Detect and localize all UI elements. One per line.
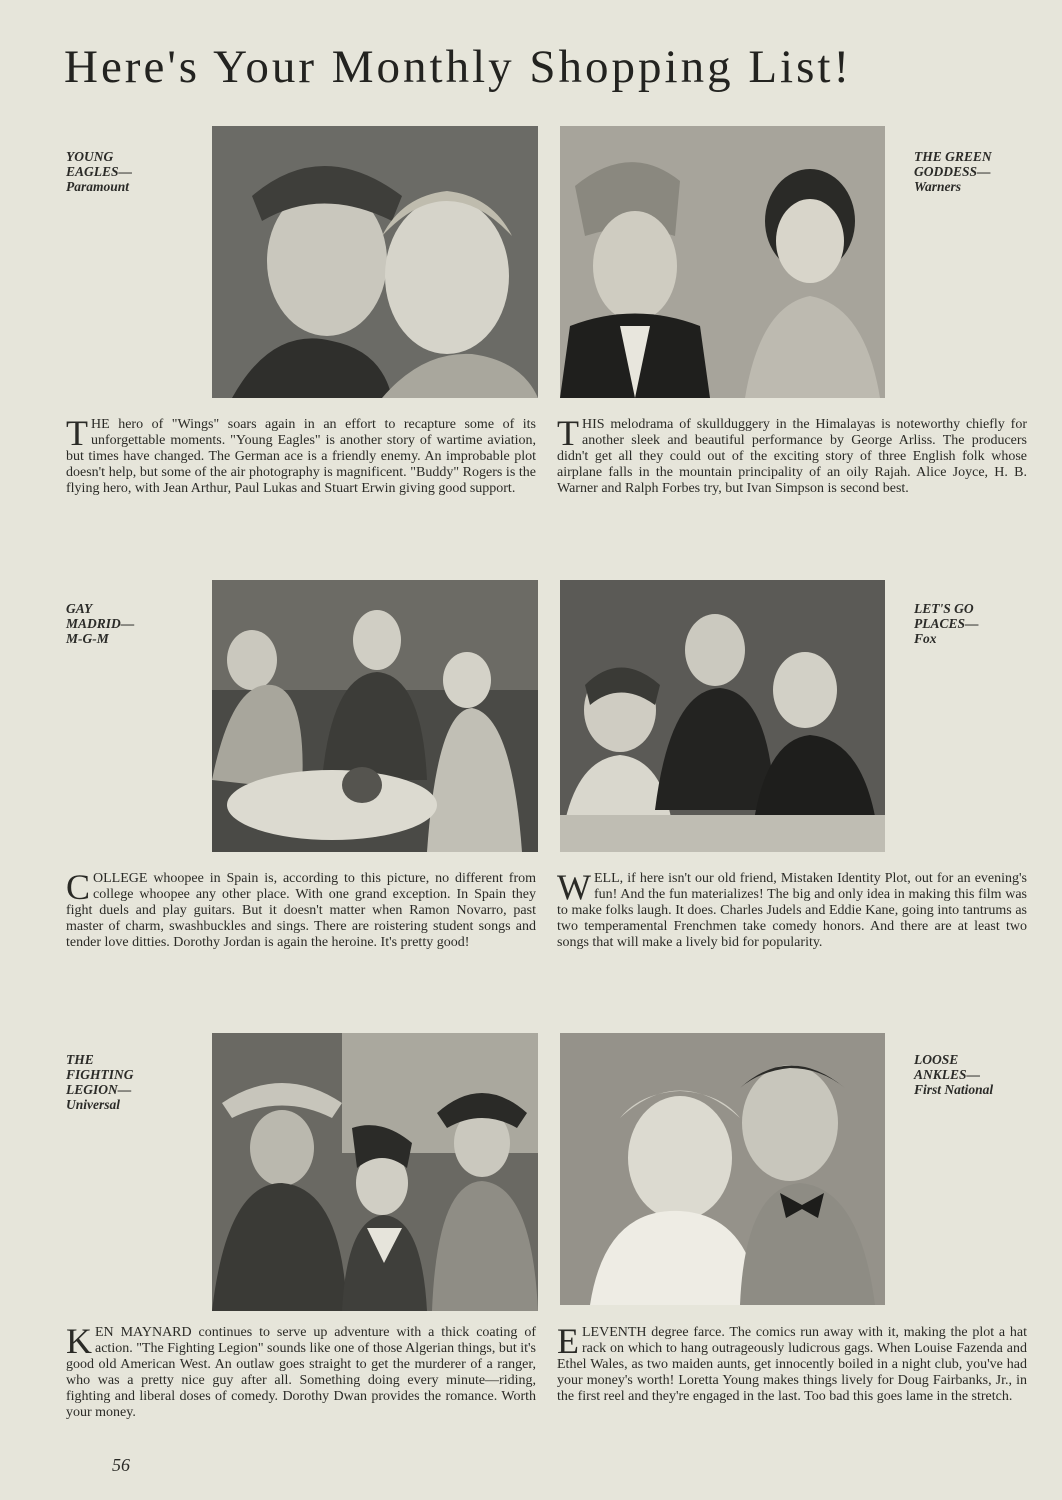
review-loose-ankles bbox=[557, 1321, 1027, 1405]
drop-cap: C bbox=[66, 867, 91, 907]
film-caption-lets-go-places: LET'S GO PLACES— Fox bbox=[914, 601, 979, 646]
drop-cap: W bbox=[557, 867, 591, 907]
drop-cap: T bbox=[557, 413, 579, 453]
film-caption-young-eagles: YOUNG EAGLES— Paramount bbox=[66, 149, 133, 194]
review-text: HE hero of "Wings" soars again in an effort to recapture some of its unforgettable moments. "Young Eagles" is another story of wartime aviation, but times have changed. The German ace is a friendly enemy. An improbable plot doesn't help, but some of the air photography is magnificent. "Buddy" Rogers is the flying hero, with Jean Arthur, Paul Lukas and Stuart Erwin giving good support. bbox=[66, 417, 536, 496]
photo-figures bbox=[212, 126, 538, 398]
drop-cap: K bbox=[66, 1321, 92, 1361]
film-caption-loose-ankles: LOOSE ANKLES— First National bbox=[914, 1052, 994, 1097]
review-text: HIS melodrama of skullduggery in the Himalayas is noteworthy chiefly for another sleek and beautiful performance by George Arliss. The producers didn't get all they could out of the exciting story of three English folk whose airplane falls in the mountain principality of an oily Rajah. Alice Joyce, H. B. Warner and Ralph Forbes try, but Ivan Simpson is second best. bbox=[557, 417, 1027, 496]
still-photo-lets-go-places bbox=[560, 580, 885, 852]
film-caption-fighting-legion: THE FIGHTING LEGION— Universal bbox=[66, 1052, 134, 1112]
review-text: OLLEGE whoopee in Spain is, according to this picture, no different from college whoopee any other place. With one grand exception. In Spain they fight duels and play guitars. But it doesn't matter when Ramon Novarro, past master of charm, swashbuckles and sings. There are roistering student songs and tender love ditties. Dorothy Jordan is again the heroine. It's pretty good! bbox=[66, 871, 536, 950]
photo-figures bbox=[560, 580, 885, 852]
review-text: LEVENTH degree farce. The comics run away with it, making the plot a hat rack on which to hang outrageously ludicrous gags. When Louise Fazenda and Ethel Wales, as two maiden aunts, get innocently boiled in a night club, you've had your money's worth! Loretta Young makes things lively for Doug Fairbanks, Jr., in the first reel and they're engaged in the last. Too bad this goes lame in the stretch. bbox=[557, 1325, 1027, 1404]
review-young-eagles bbox=[66, 413, 536, 497]
review-fighting-legion bbox=[66, 1321, 536, 1421]
photo-figures bbox=[560, 126, 885, 398]
still-photo-gay-madrid bbox=[212, 580, 538, 852]
review-text: EN MAYNARD continues to serve up adventure with a thick coating of action. "The Fighting Legion" sounds like one of those Algerian things, but it's good old American West. An outlaw goes straight to get the murderer of a ranger, who was a pretty nice guy after all. Something doing every minute—riding, fighting and liberal doses of comedy. Dorothy Dwan provides the romance. Worth your money. bbox=[66, 1325, 536, 1420]
page-title: Here's Your Monthly Shopping List! bbox=[64, 41, 853, 93]
review-green-goddess bbox=[557, 413, 1027, 497]
drop-cap: E bbox=[557, 1321, 579, 1361]
still-photo-fighting-legion bbox=[212, 1033, 538, 1311]
still-photo-green-goddess bbox=[560, 126, 885, 398]
film-caption-green-goddess: THE GREEN GODDESS— Warners bbox=[914, 149, 992, 194]
page-number: 56 bbox=[112, 1455, 130, 1475]
photo-figures bbox=[212, 1033, 538, 1311]
review-text: ELL, if here isn't our old friend, Mistaken Identity Plot, out for an evening's fun! And the fun materializes! The big and only idea in making this film was to make folks laugh. It does. Charles Judels and Eddie Kane, going into tantrums as two temperamental Frenchmen take comedy honors. And there are at least two songs that will make a lively bid for popularity. bbox=[557, 871, 1027, 950]
still-photo-loose-ankles bbox=[560, 1033, 885, 1305]
photo-figures bbox=[560, 1033, 885, 1305]
still-photo-young-eagles bbox=[212, 126, 538, 398]
review-lets-go-places bbox=[557, 867, 1027, 951]
film-caption-gay-madrid: GAY MADRID— M-G-M bbox=[66, 601, 135, 646]
drop-cap: T bbox=[66, 413, 88, 453]
review-gay-madrid bbox=[66, 867, 536, 951]
photo-figures bbox=[212, 580, 538, 852]
